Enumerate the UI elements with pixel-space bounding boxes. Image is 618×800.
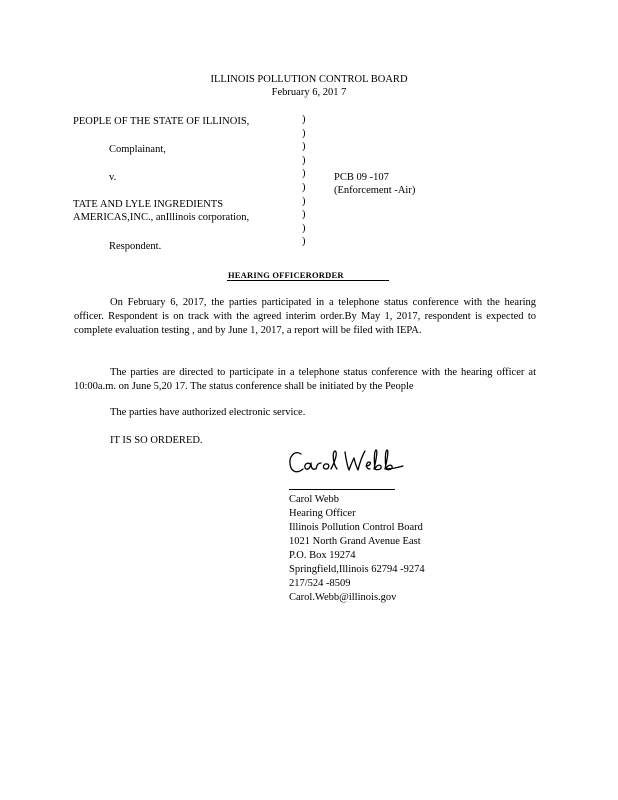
body-paragraph-1 bbox=[74, 296, 536, 338]
complainant-label: Complainant, bbox=[109, 144, 166, 155]
handwritten-signature bbox=[285, 429, 415, 482]
paragraph-text: The parties are directed to participate in a telephone status conference with the hearing officer at 10:00a.m. on June 5,20 17. The status conference shall be initiated by the People bbox=[74, 367, 536, 392]
officer-name: Carol Webb bbox=[289, 494, 339, 505]
order-title: HEARING OFFICERORDER bbox=[228, 270, 344, 280]
case-number: PCB 09 -107 bbox=[334, 172, 389, 183]
document-date: February 6, 201 7 bbox=[271, 87, 347, 98]
paragraph-text: The parties have authorized electronic service. bbox=[110, 407, 306, 418]
phone-number: 217/524 -8509 bbox=[289, 578, 351, 589]
caption-parentheses: ) ) ) ) ) ) ) ) ) ) bbox=[302, 114, 306, 248]
paragraph-text: IT IS SO ORDERED. bbox=[110, 435, 203, 446]
defendant-name-line1: TATE AND LYLE INGREDIENTS bbox=[73, 199, 224, 210]
body-paragraph-3 bbox=[74, 406, 536, 420]
body-paragraph-2 bbox=[74, 366, 536, 394]
agency-heading: ILLINOIS POLLUTION CONTROL BOARD bbox=[210, 74, 408, 85]
plaintiff-name: PEOPLE OF THE STATE OF ILLINOIS, bbox=[73, 116, 250, 127]
versus-label: v. bbox=[109, 172, 117, 183]
defendant-name-line2: AMERICAS,INC., anIllinois corporation, bbox=[73, 212, 250, 223]
email-address: Carol.Webb@illinois.gov bbox=[289, 592, 397, 603]
officer-title: Hearing Officer bbox=[289, 508, 356, 519]
city-state-zip: Springfield,Illinois 62794 -9274 bbox=[289, 564, 425, 575]
case-type: (Enforcement -Air) bbox=[334, 185, 416, 196]
order-title-underline bbox=[227, 280, 389, 281]
signature-block bbox=[289, 493, 425, 605]
paragraph-text: On February 6, 2017, the parties participated in a telephone status conference with the hearing officer. Respondent is on track with the agreed interim order.By May 1, 2017, respondent is expected to complete evaluation testing , and by June 1, 2017, a report will be filed with IEPA. bbox=[74, 297, 536, 336]
signature-line bbox=[289, 489, 395, 490]
respondent-label: Respondent. bbox=[109, 241, 162, 252]
po-box: P.O. Box 19274 bbox=[289, 550, 356, 561]
svg-text:Carol Webb: Carol Webb bbox=[285, 429, 362, 446]
street-address: 1021 North Grand Avenue East bbox=[289, 536, 421, 547]
officer-agency: Illinois Pollution Control Board bbox=[289, 522, 423, 533]
